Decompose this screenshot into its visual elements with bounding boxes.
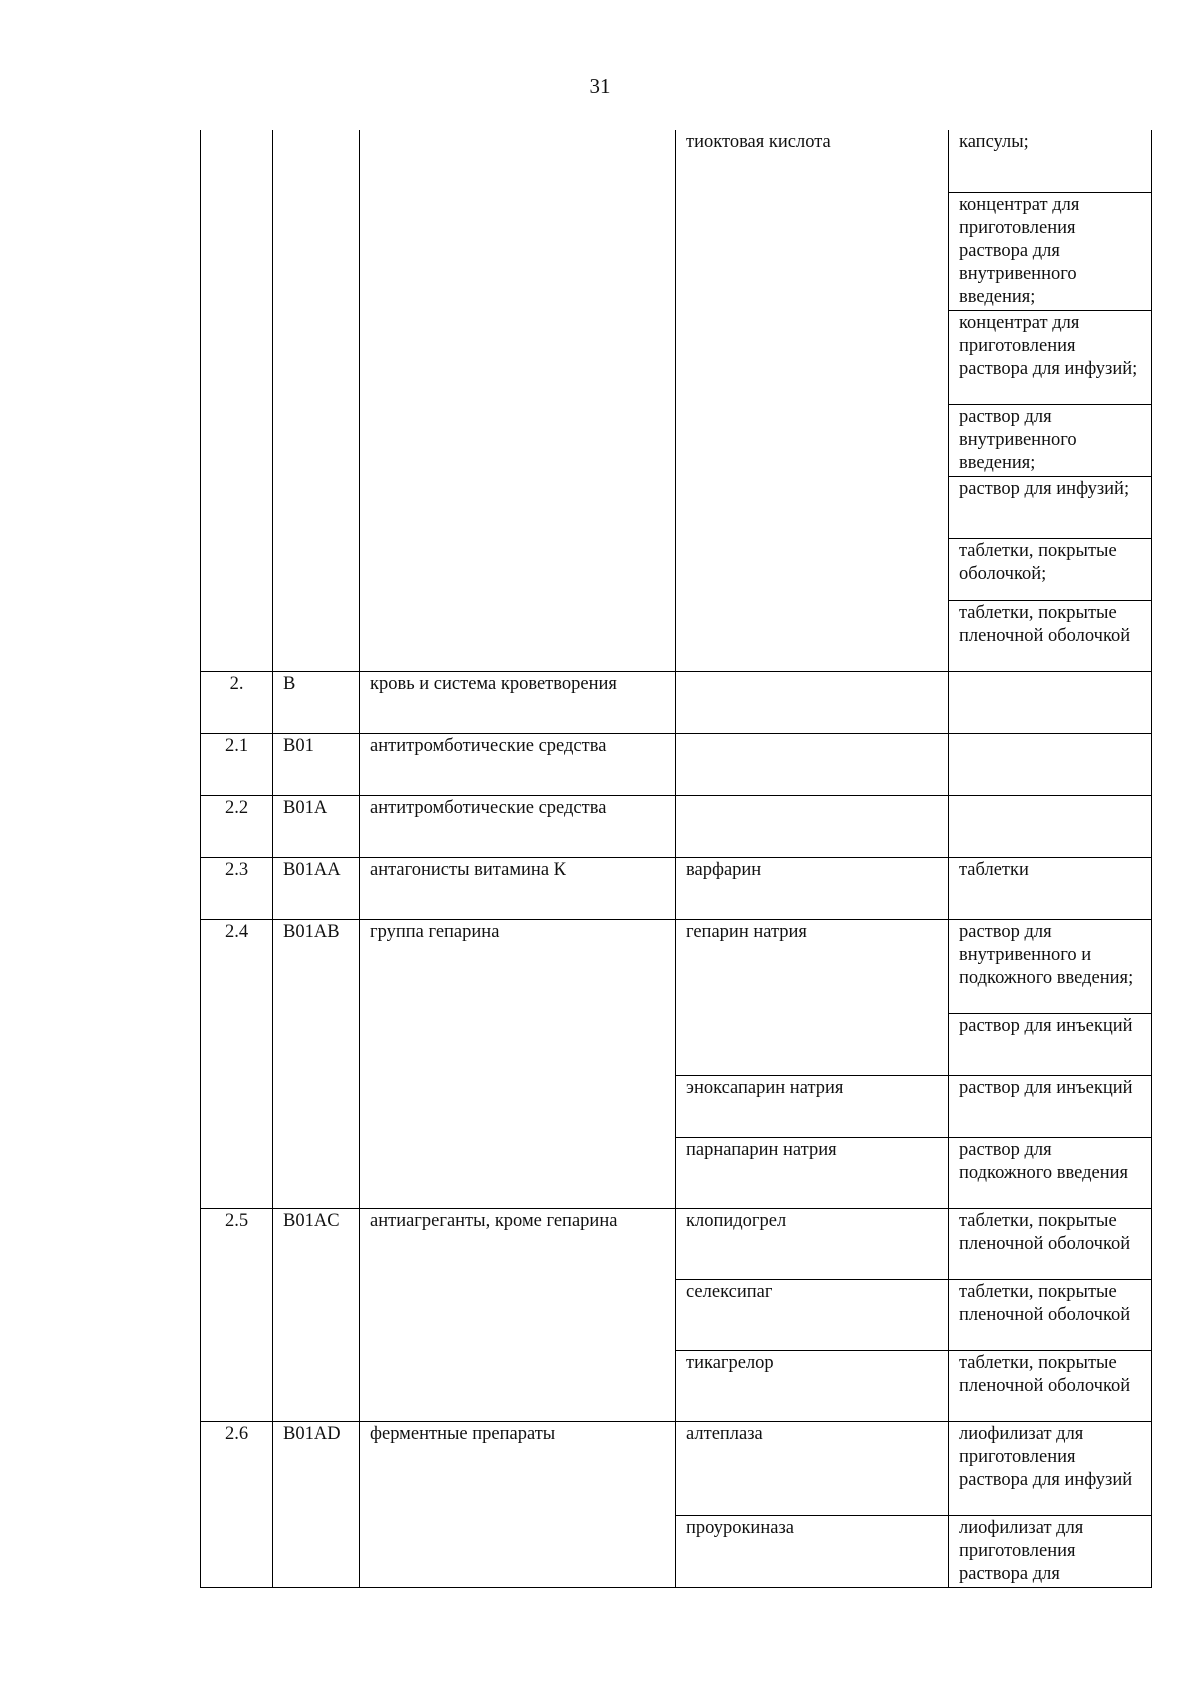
drug-name-cell	[676, 671, 949, 733]
table-row	[201, 1421, 1152, 1515]
group-name-cell: кровь и система кроветворения	[360, 671, 676, 733]
group-name-cell: антитромботические средства	[360, 795, 676, 857]
row-number-cell	[201, 130, 273, 671]
drug-name-cell: гепарин натрия	[676, 919, 949, 1075]
page-number: 31	[589, 74, 611, 98]
dosage-form-cell: капсулы;	[949, 130, 1152, 192]
drug-name-cell: тикагрелор	[676, 1350, 949, 1421]
dosage-form-cell: концентрат для приготовления раствора для инфузий;	[949, 310, 1152, 404]
row-number-cell: 2.	[201, 671, 273, 733]
dosage-form-cell: таблетки, покрытые пленочной оболочкой	[949, 1350, 1152, 1421]
table-row	[201, 1208, 1152, 1279]
row-number-cell: 2.2	[201, 795, 273, 857]
dosage-form-cell: раствор для инфузий;	[949, 476, 1152, 538]
drug-name-cell: проурокиназа	[676, 1515, 949, 1587]
drug-name-cell: варфарин	[676, 857, 949, 919]
dosage-form-cell: раствор для инъекций	[949, 1075, 1152, 1137]
dosage-form-cell: концентрат для приготовления раствора для внутривенного введения;	[949, 192, 1152, 310]
group-name-cell: антагонисты витамина К	[360, 857, 676, 919]
drug-name-cell: селексипаг	[676, 1279, 949, 1350]
atc-code-cell: B01A	[273, 795, 360, 857]
row-number-cell: 2.5	[201, 1208, 273, 1421]
atc-code-cell: B01AD	[273, 1421, 360, 1587]
row-number-cell: 2.1	[201, 733, 273, 795]
drug-name-cell: клопидогрел	[676, 1208, 949, 1279]
dosage-form-cell	[949, 795, 1152, 857]
dosage-form-cell: лиофилизат для приготовления раствора для инфузий	[949, 1421, 1152, 1515]
drug-name-cell	[676, 733, 949, 795]
dosage-form-cell: лиофилизат для приготовления раствора для	[949, 1515, 1152, 1587]
dosage-form-cell: раствор для внутривенного и подкожного введения;	[949, 919, 1152, 1013]
group-name-cell: антитромботические средства	[360, 733, 676, 795]
group-name-cell	[360, 130, 676, 671]
row-number-cell: 2.4	[201, 919, 273, 1208]
atc-code-cell	[273, 130, 360, 671]
dosage-form-cell: таблетки, покрытые пленочной оболочкой	[949, 600, 1152, 671]
dosage-form-cell	[949, 733, 1152, 795]
table-row	[201, 795, 1152, 857]
drug-name-cell	[676, 795, 949, 857]
dosage-form-cell: раствор для внутривенного введения;	[949, 404, 1152, 476]
atc-code-cell: B01AA	[273, 857, 360, 919]
atc-code-cell: B01AB	[273, 919, 360, 1208]
group-name-cell: группа гепарина	[360, 919, 676, 1208]
atc-code-cell: B01	[273, 733, 360, 795]
dosage-form-cell: таблетки, покрытые пленочной оболочкой	[949, 1279, 1152, 1350]
group-name-cell: антиагреганты, кроме гепарина	[360, 1208, 676, 1421]
dosage-form-cell: таблетки	[949, 857, 1152, 919]
dosage-form-cell: таблетки, покрытые пленочной оболочкой	[949, 1208, 1152, 1279]
drug-name-cell: парнапарин натрия	[676, 1137, 949, 1208]
drug-table	[200, 130, 1152, 1588]
atc-code-cell: B01AC	[273, 1208, 360, 1421]
dosage-form-cell: раствор для подкожного введения	[949, 1137, 1152, 1208]
table-row	[201, 919, 1152, 1013]
table-row	[201, 733, 1152, 795]
table-row	[201, 130, 1152, 192]
row-number-cell: 2.3	[201, 857, 273, 919]
drug-name-cell: тиоктовая кислота	[676, 130, 949, 671]
row-number-cell: 2.6	[201, 1421, 273, 1587]
group-name-cell: ферментные препараты	[360, 1421, 676, 1587]
dosage-form-cell	[949, 671, 1152, 733]
atc-code-cell: B	[273, 671, 360, 733]
table-row	[201, 671, 1152, 733]
dosage-form-cell: таблетки, покрытые оболочкой;	[949, 538, 1152, 600]
table-row	[201, 857, 1152, 919]
dosage-form-cell: раствор для инъекций	[949, 1013, 1152, 1075]
drug-name-cell: эноксапарин натрия	[676, 1075, 949, 1137]
drug-name-cell: алтеплаза	[676, 1421, 949, 1515]
